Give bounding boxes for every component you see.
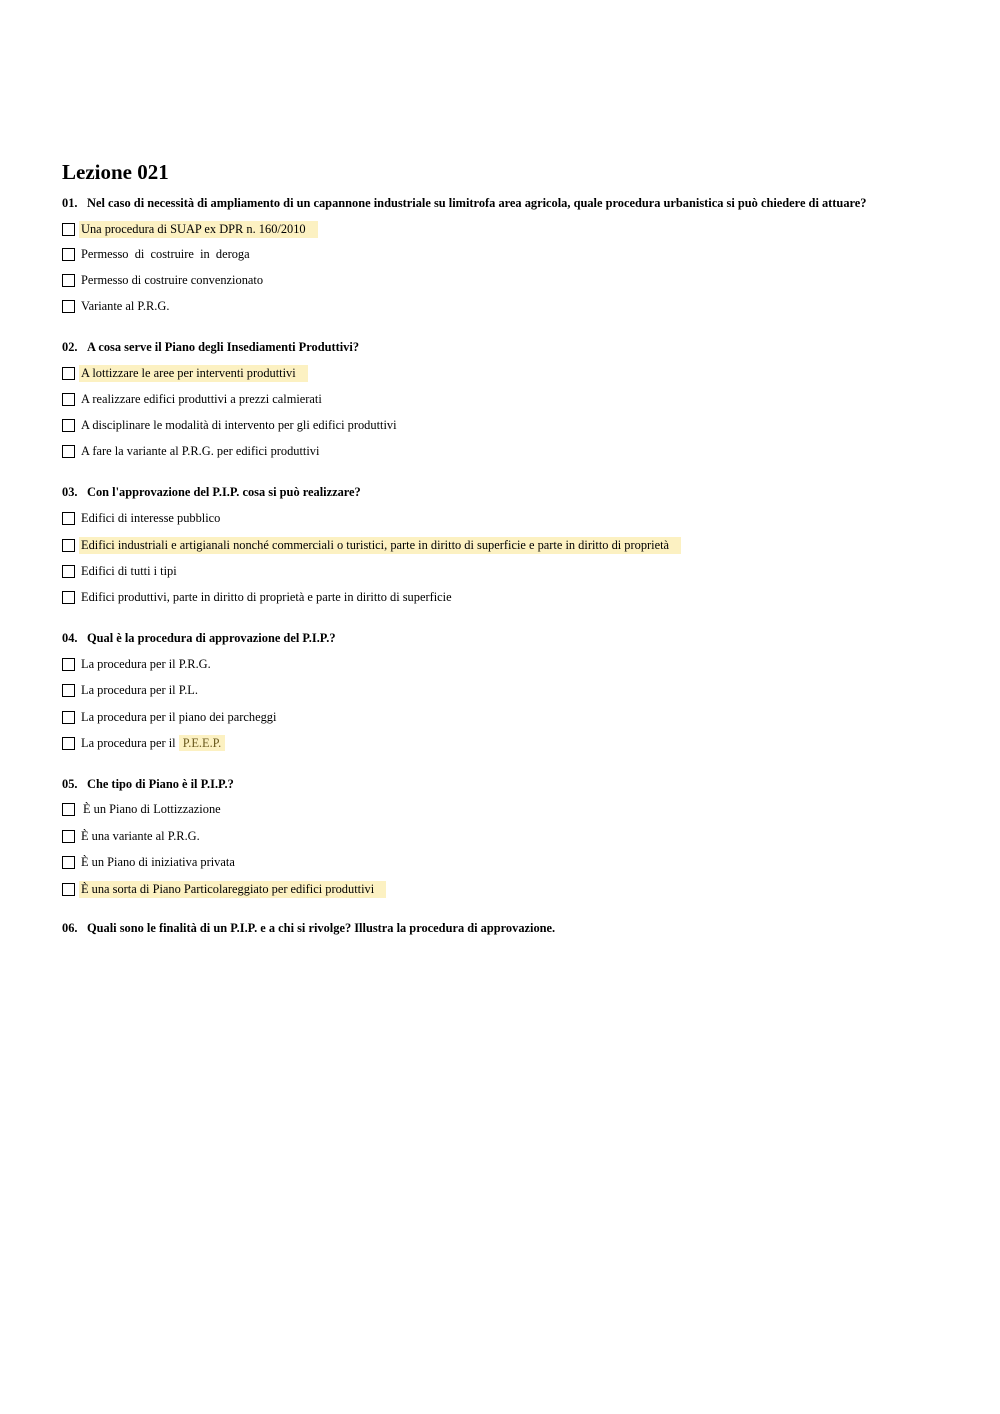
question-number: 02. (62, 340, 78, 354)
option-text: Edifici di tutti i tipi (81, 563, 177, 578)
option-text: È un Piano di iniziativa privata (81, 854, 235, 869)
question-05 (62, 777, 234, 792)
option-05-b[interactable] (62, 827, 202, 845)
question-number: 01. (62, 196, 78, 210)
option-02-b[interactable] (62, 390, 324, 408)
checkbox-icon[interactable] (62, 711, 75, 724)
option-text: Permesso di costruire in deroga (81, 246, 250, 261)
option-text (79, 735, 227, 752)
option-03-d[interactable] (62, 588, 454, 606)
option-text: Una procedura di SUAP ex DPR n. 160/2010 (79, 221, 318, 238)
checkbox-icon[interactable] (62, 367, 75, 380)
option-04-c[interactable] (62, 708, 278, 726)
option-02-a[interactable] (62, 364, 308, 382)
option-text: A lottizzare le aree per interventi produttivi (79, 365, 308, 382)
checkbox-icon[interactable] (62, 248, 75, 261)
question-02 (62, 340, 359, 355)
question-04 (62, 631, 336, 646)
option-text: La procedura per il P.R.G. (81, 656, 211, 671)
option-text: Permesso di costruire convenzionato (81, 272, 264, 287)
question-text: Che tipo di Piano è il P.I.P.? (87, 777, 234, 791)
checkbox-icon[interactable] (62, 445, 75, 458)
option-05-a[interactable] (62, 800, 223, 818)
option-text: La procedura per il piano dei parcheggi (81, 709, 277, 724)
option-text: È un Piano di Lottizzazione (83, 801, 221, 816)
option-03-c[interactable] (62, 562, 179, 580)
option-01-d[interactable] (62, 297, 171, 315)
checkbox-icon[interactable] (62, 539, 75, 552)
checkbox-icon[interactable] (62, 512, 75, 525)
option-text-plain: La procedura per il (81, 735, 176, 750)
option-text: A realizzare edifici produttivi a prezzi calmierati (81, 391, 322, 406)
option-05-d[interactable] (62, 880, 386, 898)
checkbox-icon[interactable] (62, 856, 75, 869)
checkbox-icon[interactable] (62, 274, 75, 287)
question-number: 05. (62, 777, 78, 791)
question-text: Qual è la procedura di approvazione del P.I.P.? (87, 631, 336, 645)
checkbox-icon[interactable] (62, 223, 75, 236)
option-01-c[interactable] (62, 271, 265, 289)
option-04-b[interactable] (62, 681, 200, 699)
option-text: A fare la variante al P.R.G. per edifici produttivi (81, 443, 320, 458)
option-03-b[interactable] (62, 536, 681, 554)
option-text: Edifici produttivi, parte in diritto di proprietà e parte in diritto di superficie (81, 589, 452, 604)
question-text: A cosa serve il Piano degli Insediamenti Produttivi? (87, 340, 360, 354)
option-02-d[interactable] (62, 442, 321, 460)
question-01 (62, 196, 867, 211)
option-05-c[interactable] (62, 853, 237, 871)
question-number: 06. (62, 921, 78, 935)
question-03 (62, 485, 361, 500)
checkbox-icon[interactable] (62, 591, 75, 604)
option-text: La procedura per il P.L. (81, 682, 198, 697)
checkbox-icon[interactable] (62, 419, 75, 432)
option-text: Variante al P.R.G. (81, 298, 170, 313)
option-02-c[interactable] (62, 416, 399, 434)
question-text: Quali sono le finalità di un P.I.P. e a chi si rivolge? Illustra la procedura di approvazione. (87, 921, 556, 935)
option-01-a[interactable] (62, 220, 318, 238)
question-number: 03. (62, 485, 78, 499)
option-text-highlight: P.E.E.P. (179, 735, 226, 751)
option-04-a[interactable] (62, 655, 213, 673)
checkbox-icon[interactable] (62, 300, 75, 313)
checkbox-icon[interactable] (62, 658, 75, 671)
checkbox-icon[interactable] (62, 883, 75, 896)
question-number: 04. (62, 631, 78, 645)
checkbox-icon[interactable] (62, 830, 75, 843)
checkbox-icon[interactable] (62, 565, 75, 578)
option-04-d[interactable] (62, 734, 227, 752)
checkbox-icon[interactable] (62, 803, 75, 816)
checkbox-icon[interactable] (62, 684, 75, 697)
option-text: Edifici di interesse pubblico (81, 510, 221, 525)
option-text: Edifici industriali e artigianali nonché commerciali o turistici, parte in diritto di superficie e parte in diritto di proprietà (79, 537, 681, 554)
checkbox-icon[interactable] (62, 393, 75, 406)
option-01-b[interactable] (62, 245, 252, 263)
checkbox-icon[interactable] (62, 737, 75, 750)
option-text: È una variante al P.R.G. (81, 828, 200, 843)
question-text: Con l'approvazione del P.I.P. cosa si può realizzare? (87, 485, 361, 499)
question-text: Nel caso di necessità di ampliamento di un capannone industriale su limitrofa area agricola, quale procedura urbanistica si può chiedere di attuare? (87, 196, 867, 210)
option-03-a[interactable] (62, 509, 222, 527)
question-06 (62, 921, 555, 936)
option-text: A disciplinare le modalità di intervento per gli edifici produttivi (81, 417, 397, 432)
option-text: È una sorta di Piano Particolareggiato per edifici produttivi (79, 881, 386, 898)
page-title: Lezione 021 (62, 160, 169, 184)
